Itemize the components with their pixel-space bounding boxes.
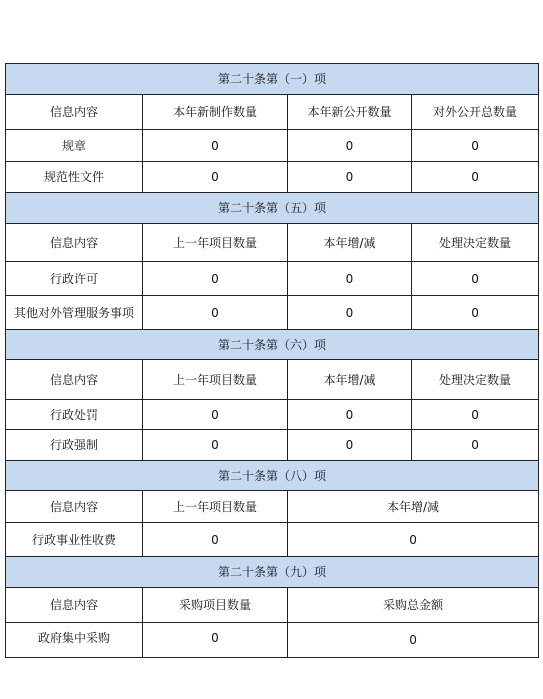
row-label: 行政强制 (6, 430, 143, 461)
row-label: 规章 (6, 130, 143, 162)
cell-value: 0 (288, 523, 539, 557)
cell-value: 0 (412, 296, 539, 330)
column-header: 本年增/减 (288, 360, 412, 400)
section-header-row (6, 193, 539, 224)
cell-value: 0 (288, 623, 539, 658)
disclosure-table (5, 63, 539, 658)
section-header-row (6, 64, 539, 95)
column-header-row (6, 224, 539, 262)
column-header-row (6, 360, 539, 400)
row-label: 行政许可 (6, 262, 143, 296)
column-header: 信息内容 (6, 360, 143, 400)
column-header: 信息内容 (6, 95, 143, 130)
column-header: 采购项目数量 (143, 588, 288, 623)
cell-value: 0 (143, 623, 288, 658)
cell-value: 0 (412, 430, 539, 461)
table-row (6, 162, 539, 193)
row-label: 其他对外管理服务事项 (6, 296, 143, 330)
section-title: 第二十条第（五）项 (6, 193, 539, 224)
cell-value: 0 (143, 430, 288, 461)
cell-value: 0 (143, 130, 288, 162)
section-header-row (6, 330, 539, 360)
column-header: 上一年项目数量 (143, 491, 288, 523)
cell-value: 0 (143, 296, 288, 330)
column-header-row (6, 588, 539, 623)
column-header: 信息内容 (6, 491, 143, 523)
cell-value: 0 (412, 400, 539, 430)
column-header: 本年新制作数量 (143, 95, 288, 130)
row-label: 行政处罚 (6, 400, 143, 430)
column-header: 上一年项目数量 (143, 360, 288, 400)
section-title: 第二十条第（九）项 (6, 557, 539, 588)
cell-value: 0 (412, 130, 539, 162)
section-header-row (6, 461, 539, 491)
cell-value: 0 (288, 130, 412, 162)
column-header: 采购总金额 (288, 588, 539, 623)
column-header: 信息内容 (6, 224, 143, 262)
table-row (6, 430, 539, 461)
cell-value: 0 (143, 523, 288, 557)
column-header: 处理决定数量 (412, 224, 539, 262)
section-title: 第二十条第（六）项 (6, 330, 539, 360)
cell-value: 0 (143, 262, 288, 296)
cell-value: 0 (288, 400, 412, 430)
row-label: 规范性文件 (6, 162, 143, 193)
table-row (6, 130, 539, 162)
row-label: 行政事业性收费 (6, 523, 143, 557)
column-header: 对外公开总数量 (412, 95, 539, 130)
table-row (6, 262, 539, 296)
table-row (6, 523, 539, 557)
cell-value: 0 (412, 162, 539, 193)
cell-value: 0 (288, 296, 412, 330)
cell-value: 0 (288, 430, 412, 461)
cell-value: 0 (143, 400, 288, 430)
section-title: 第二十条第（八）项 (6, 461, 539, 491)
column-header: 本年增/减 (288, 491, 539, 523)
column-header: 上一年项目数量 (143, 224, 288, 262)
row-label: 政府集中采购 (6, 623, 143, 658)
cell-value: 0 (143, 162, 288, 193)
column-header-row (6, 491, 539, 523)
section-title: 第二十条第（一）项 (6, 64, 539, 95)
column-header: 信息内容 (6, 588, 143, 623)
section-header-row (6, 557, 539, 588)
column-header: 本年增/减 (288, 224, 412, 262)
cell-value: 0 (412, 262, 539, 296)
table-row (6, 400, 539, 430)
cell-value: 0 (288, 162, 412, 193)
column-header: 处理决定数量 (412, 360, 539, 400)
column-header: 本年新公开数量 (288, 95, 412, 130)
table-row (6, 296, 539, 330)
column-header-row (6, 95, 539, 130)
table-row (6, 623, 539, 658)
cell-value: 0 (288, 262, 412, 296)
